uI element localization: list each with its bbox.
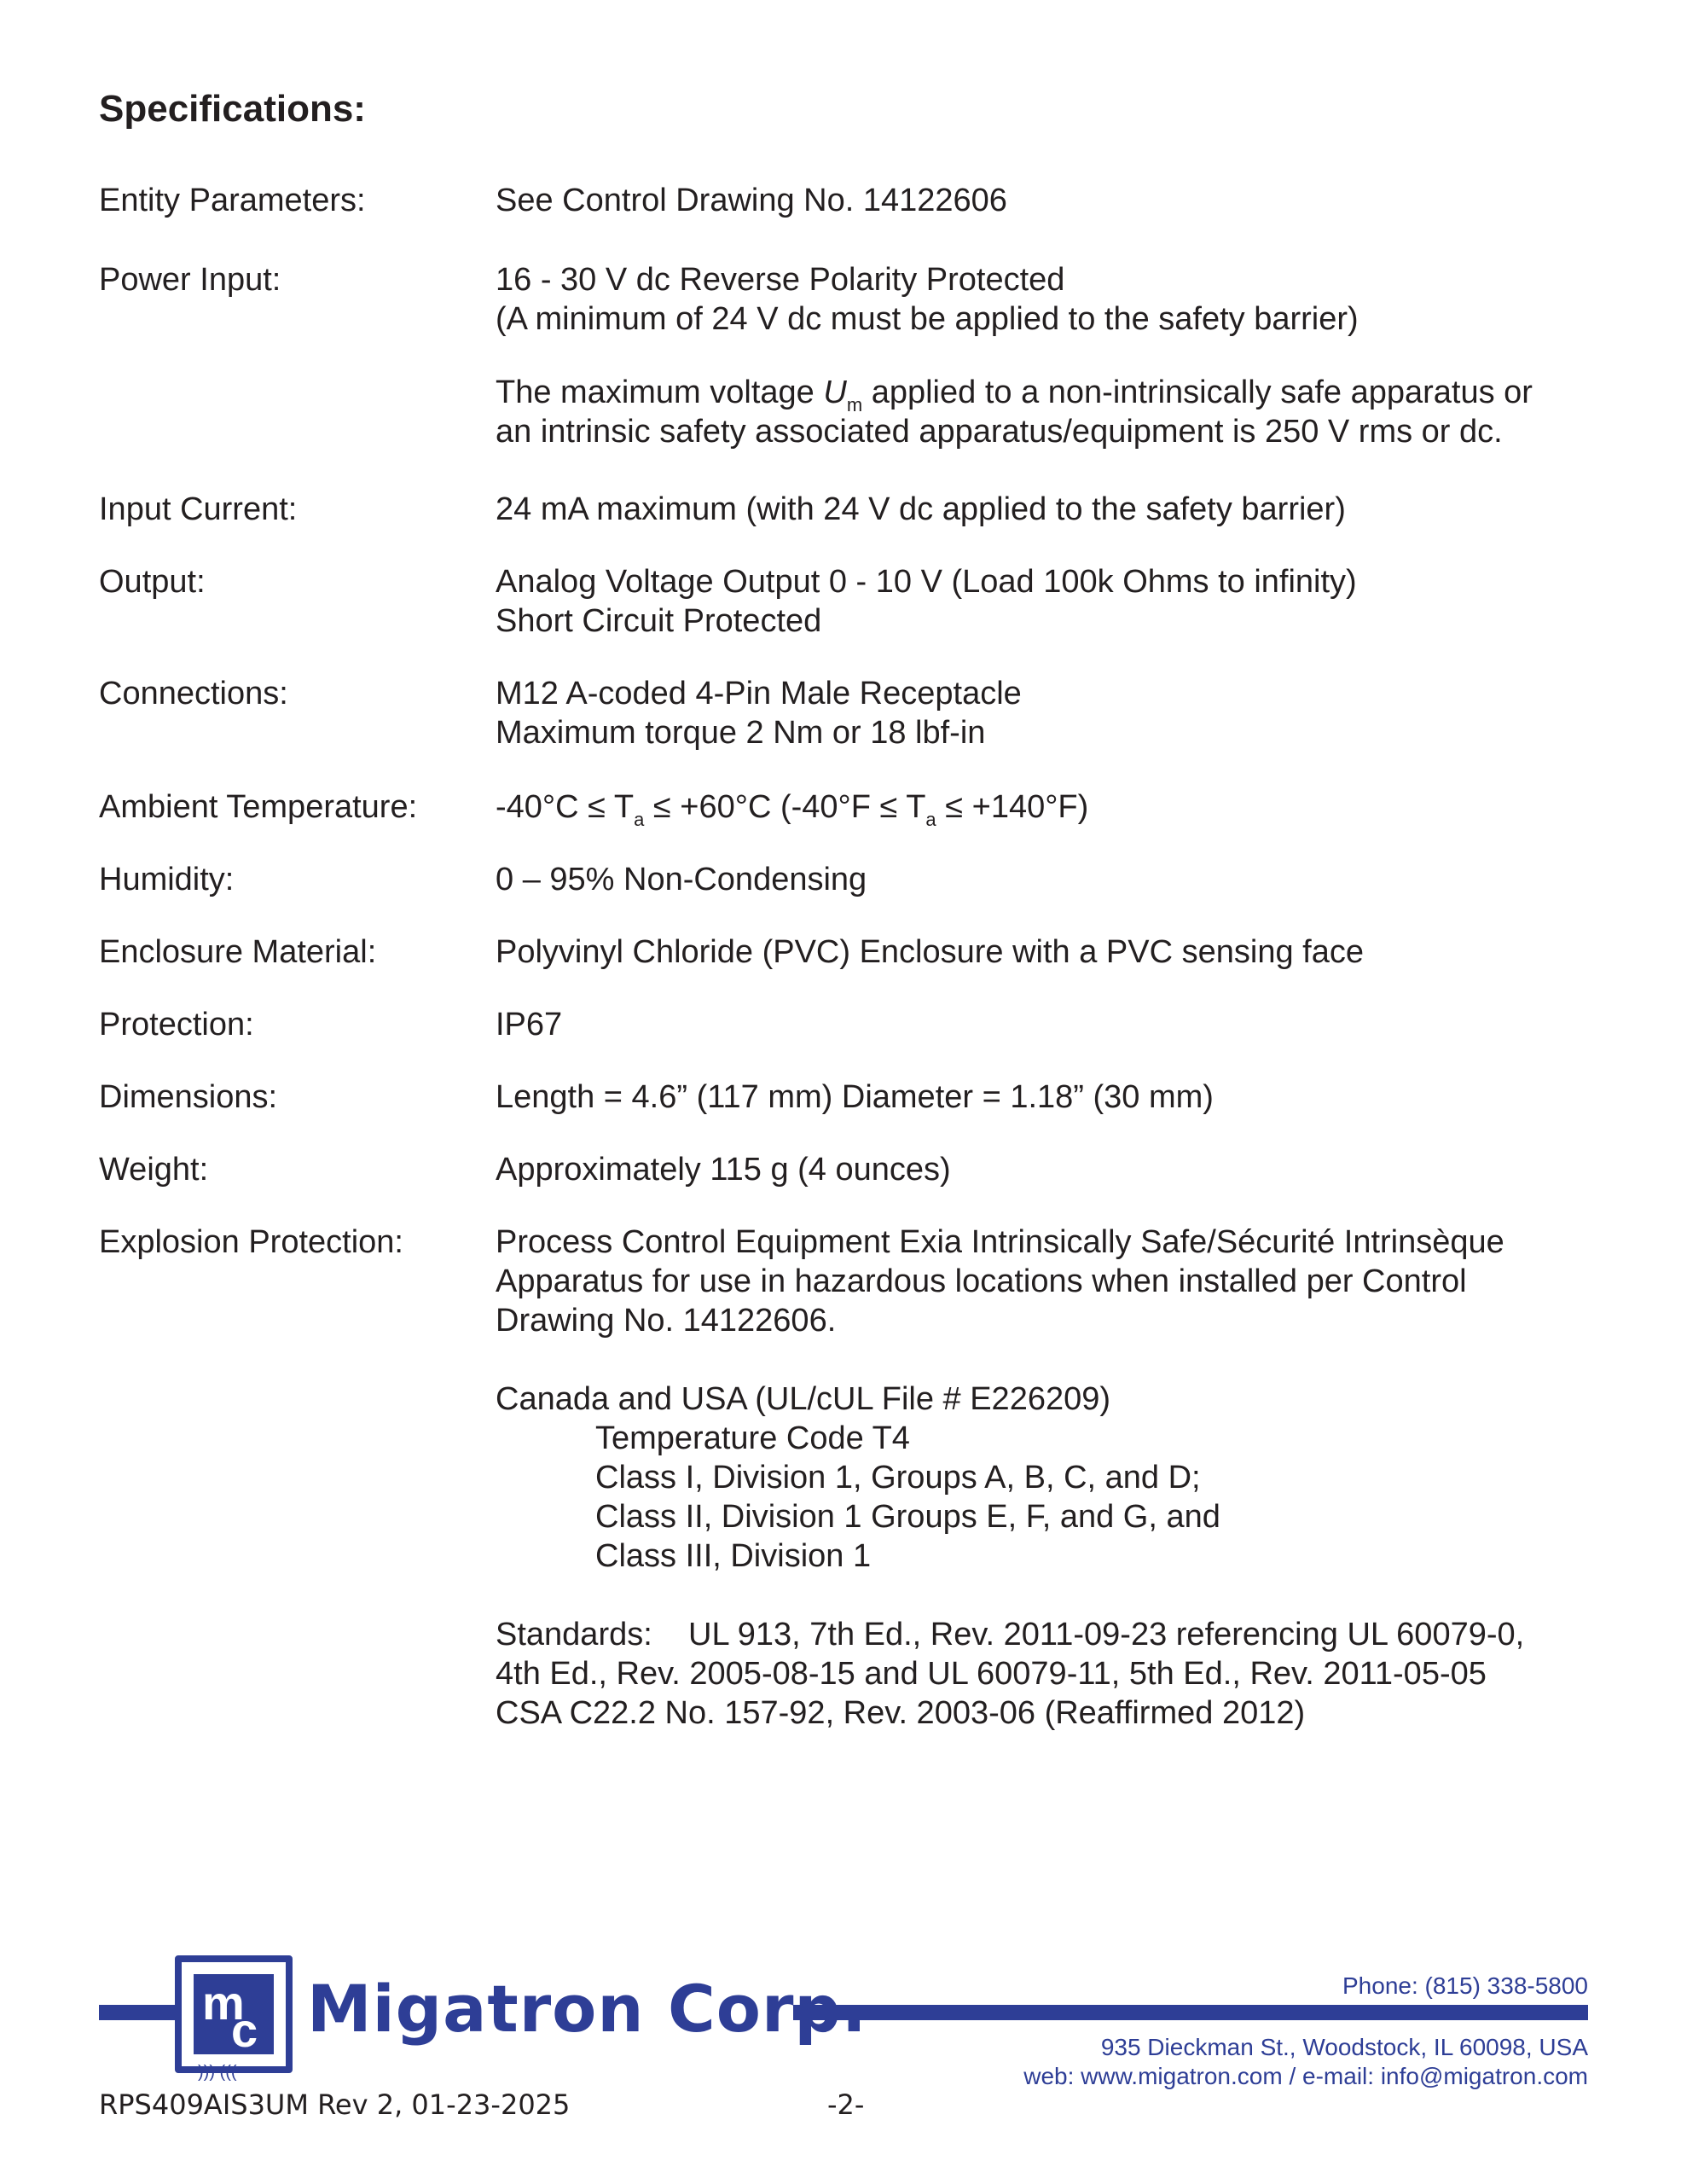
spec-line: CSA C22.2 No. 157-92, Rev. 2003-06 (Reaffirmed 2012) [496, 1695, 1306, 1731]
spec-value [496, 562, 1357, 641]
spec-line: Temperature Code T4 [595, 1420, 910, 1456]
spec-value: $-40^\circ C \le T_a \le +60^\circ C$ $(-40^\circ F \le T_a \le +140^\circ F)$ [496, 789, 1089, 830]
footer-bar-right [793, 2005, 1588, 2020]
spec-value [496, 260, 1533, 451]
spec-line: Process Control Equipment Exia Intrinsically Safe/Sécurité Intrinsèque [496, 1224, 1504, 1260]
spec-line: Short Circuit Protected [496, 603, 822, 639]
spec-line: Apparatus for use in hazardous locations when installed per Control [496, 1263, 1467, 1299]
spec-value [496, 1223, 1524, 1733]
spec-line: 4th Ed., Rev. 2005-08-15 and UL 60079-11, 5th Ed., Rev. 2011-05-05 [496, 1656, 1487, 1692]
page-number: -2- [827, 2088, 865, 2121]
spec-value: Approximately 115 g (4 ounces) [496, 1152, 951, 1188]
spec-label: Entity Parameters: [99, 183, 366, 218]
spec-line: Maximum torque 2 Nm or 18 lbf-in [496, 715, 986, 751]
spec-value [496, 674, 1022, 752]
document-id: RPS409AIS3UM Rev 2, 01-23-2025 [99, 2088, 571, 2121]
spec-label: Input Current: [99, 491, 298, 527]
spec-label: Ambient Temperature: [99, 789, 418, 825]
company-name: Migatron Corp. [307, 1971, 867, 2047]
spec-label: Connections: [99, 676, 288, 712]
company-logo: m c [175, 1955, 293, 2073]
spec-label: Humidity: [99, 862, 235, 897]
contact-address: 935 Dieckman St., Woodstock, IL 60098, USA [1100, 2034, 1588, 2060]
spec-value: IP67 [496, 1007, 563, 1043]
spec-line: Standards: UL 913, 7th Ed., Rev. 2011-09-23 referencing UL 60079-0, [496, 1617, 1525, 1653]
spec-line: M12 A-coded 4-Pin Male Receptacle [496, 676, 1022, 712]
spec-line: Class II, Division 1 Groups E, F, and G, and [595, 1499, 1220, 1535]
spec-line: Class III, Division 1 [595, 1538, 872, 1574]
signal-icon: ))) ((( [198, 2063, 237, 2082]
spec-label: Output: [99, 564, 206, 600]
spec-line: an intrinsic safety associated apparatus/equipment is 250 V rms or dc. [496, 414, 1503, 450]
spec-value: See Control Drawing No. 14122606 [496, 183, 1007, 218]
spec-line: Class I, Division 1, Groups A, B, C, and D; [595, 1460, 1201, 1496]
spec-value: 0 – 95% Non-Condensing [496, 862, 867, 897]
spec-line: The maximum voltage $U_m$ applied to a non-intrinsically safe apparatus or [496, 375, 1533, 415]
spec-label: Power Input: [99, 262, 281, 298]
spec-line: Canada and USA (UL/cUL File # E226209) [496, 1381, 1111, 1417]
page-title: Specifications: [99, 88, 366, 130]
contact-phone: Phone: (815) 338-5800 [1342, 1972, 1588, 1999]
spec-label: Dimensions: [99, 1079, 278, 1115]
spec-label: Explosion Protection: [99, 1224, 403, 1260]
spec-label: Enclosure Material: [99, 934, 377, 970]
spec-line: (A minimum of 24 V dc must be applied to the safety barrier) [496, 301, 1359, 337]
spec-value: Length = 4.6” (117 mm) Diameter = 1.18” (30 mm) [496, 1079, 1214, 1115]
spec-label: Protection: [99, 1007, 254, 1043]
spec-line: Analog Voltage Output 0 - 10 V (Load 100k Ohms to infinity) [496, 564, 1357, 600]
spec-value: 24 mA maximum (with 24 V dc applied to the safety barrier) [496, 491, 1346, 527]
spec-label: Weight: [99, 1152, 209, 1188]
spec-line: Drawing No. 14122606. [496, 1303, 837, 1339]
spec-line: 16 - 30 V dc Reverse Polarity Protected [496, 262, 1065, 298]
contact-web: web: www.migatron.com / e-mail: info@migatron.com [1023, 2063, 1588, 2089]
footer-bar-left [99, 2005, 177, 2020]
spec-value: Polyvinyl Chloride (PVC) Enclosure with a PVC sensing face [496, 934, 1364, 970]
